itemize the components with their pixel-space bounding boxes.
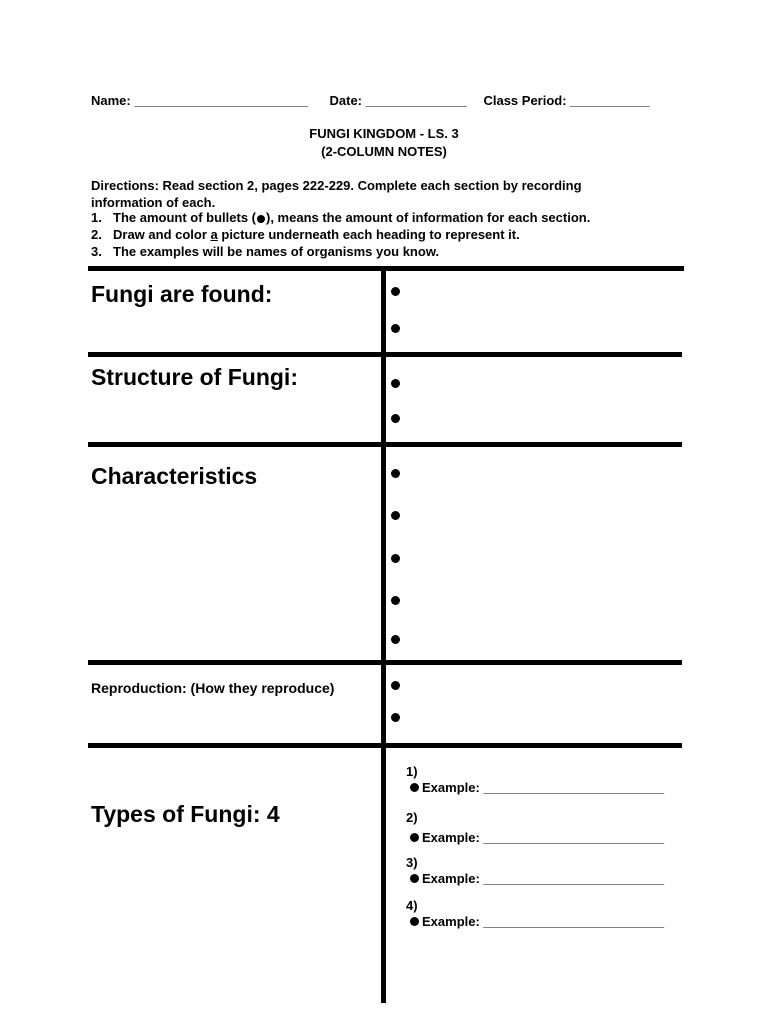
type-example-label: Example: _________________________ <box>422 914 665 929</box>
bullet-icon <box>410 874 419 883</box>
note-bullet[interactable] <box>391 596 400 605</box>
name-field[interactable]: Name: ________________________ <box>91 93 308 108</box>
direction-text: The examples will be names of organisms you know. <box>113 244 440 259</box>
note-bullet[interactable] <box>391 554 400 563</box>
bullet-icon <box>410 917 419 926</box>
type-number: 2) <box>406 810 418 825</box>
directions-intro: Directions: Read section 2, pages 222-229. Complete each section by recording information of each. <box>91 178 582 210</box>
note-bullet[interactable] <box>391 511 400 520</box>
type-example-field[interactable] <box>410 780 664 795</box>
direction-underlined-word: a <box>210 227 218 242</box>
direction-text: ), means the amount of information for each section. <box>266 210 591 225</box>
header-row <box>91 93 650 108</box>
bullet-icon <box>257 215 265 223</box>
note-bullet[interactable] <box>391 681 400 690</box>
type-number: 4) <box>406 898 418 913</box>
type-example-field[interactable] <box>410 830 664 845</box>
note-bullet[interactable] <box>391 287 400 296</box>
heading-structure: Structure of Fungi: <box>91 364 298 390</box>
type-number: 3) <box>406 855 418 870</box>
class-period-field[interactable]: Class Period: ___________ <box>483 93 650 108</box>
direction-text: The amount of bullets ( <box>113 210 256 225</box>
type-example-field[interactable] <box>410 871 664 886</box>
heading-types: Types of Fungi: 4 <box>91 801 280 827</box>
heading-characteristics: Characteristics <box>91 463 258 489</box>
worksheet-title: FUNGI KINGDOM - LS. 3 <box>309 126 459 141</box>
direction-number: 1. <box>91 210 102 225</box>
direction-item-2 <box>91 227 520 242</box>
date-field[interactable]: Date: ______________ <box>329 93 467 108</box>
heading-fungi-found: Fungi are found: <box>91 281 273 307</box>
type-example-label: Example: _________________________ <box>422 780 665 795</box>
bullet-icon <box>410 783 419 792</box>
worksheet-subtitle: (2-COLUMN NOTES) <box>321 144 447 159</box>
direction-text: picture underneath each heading to represent it. <box>217 227 520 242</box>
direction-text: Draw and color <box>113 227 211 242</box>
direction-item-3 <box>91 244 439 259</box>
note-bullet[interactable] <box>391 414 400 423</box>
type-example-label: Example: _________________________ <box>422 871 665 886</box>
note-bullet[interactable] <box>391 379 400 388</box>
type-example-field[interactable] <box>410 914 664 929</box>
direction-item-1 <box>91 210 590 225</box>
note-bullet[interactable] <box>391 469 400 478</box>
table-divider <box>88 266 684 271</box>
column-divider <box>381 266 386 1003</box>
type-example-label: Example: _________________________ <box>422 830 665 845</box>
heading-reproduction: Reproduction: (How they reproduce) <box>91 680 335 696</box>
direction-number: 2. <box>91 227 102 242</box>
note-bullet[interactable] <box>391 635 400 644</box>
direction-number: 3. <box>91 244 102 259</box>
bullet-icon <box>410 833 419 842</box>
type-number: 1) <box>406 764 418 779</box>
note-bullet[interactable] <box>391 324 400 333</box>
note-bullet[interactable] <box>391 713 400 722</box>
